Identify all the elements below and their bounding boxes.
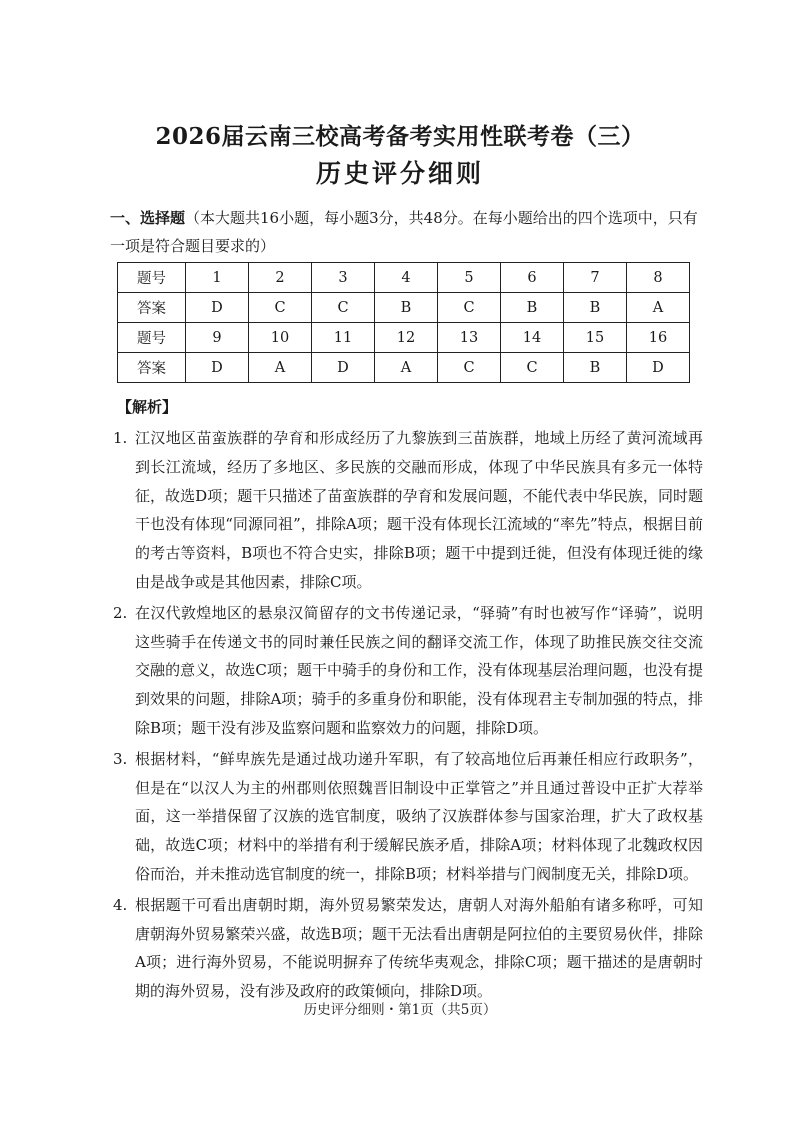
table-cell: 11 <box>312 323 375 353</box>
table-cell: B <box>375 293 438 323</box>
table-cell: 15 <box>564 323 627 353</box>
table-cell: B <box>564 353 627 383</box>
table-cell: 10 <box>249 323 312 353</box>
table-cell: D <box>627 353 690 383</box>
table-row <box>118 353 690 383</box>
table-row <box>118 323 690 353</box>
explanation-list <box>113 424 703 1008</box>
table-row <box>118 263 690 293</box>
section-heading: 一、选择题 <box>110 209 186 227</box>
table-cell: 9 <box>186 323 249 353</box>
page-footer: 历史评分细则・第1页（共5页） <box>303 1002 497 1018</box>
document-title: 2026届云南三校高考备考实用性联考卷（三） <box>155 123 645 150</box>
table-cell: C <box>249 293 312 323</box>
analysis-label: 【解析】 <box>117 398 178 416</box>
explanation-item <box>113 599 703 743</box>
table-cell: 4 <box>375 263 438 293</box>
explanation-number: 4. <box>113 895 128 914</box>
answer-table <box>117 262 690 383</box>
table-cell: 12 <box>375 323 438 353</box>
table-cell: D <box>312 353 375 383</box>
table-cell: 8 <box>627 263 690 293</box>
table-cell: 3 <box>312 263 375 293</box>
table-cell: B <box>501 293 564 323</box>
table-cell: B <box>564 293 627 323</box>
section-note: （本大题共16小题，每小题3分，共48分。在每小题给出的四个选项中，只有一项是符合题目要求的） <box>110 209 698 255</box>
table-cell: C <box>501 353 564 383</box>
table-cell: D <box>186 293 249 323</box>
explanation-number: 3. <box>113 749 128 768</box>
table-cell: A <box>627 293 690 323</box>
document-subtitle: 历史评分细则 <box>315 159 484 188</box>
table-cell: 2 <box>249 263 312 293</box>
table-cell: C <box>438 293 501 323</box>
row-label: 题号 <box>118 323 186 353</box>
explanation-item <box>113 745 703 889</box>
section-intro <box>110 204 700 260</box>
table-cell: C <box>312 293 375 323</box>
explanation-text: 在汉代敦煌地区的悬泉汉简留存的文书传递记录，“驿骑”有时也被写作“译骑”，说明这些骑手在传递文书的同时兼任民族之间的翻译交流工作，体现了助推民族交往交流交融的意义，故选C项；题干中骑手的身份和工作，没有体现基层治理问题，也没有提到效果的问题，排除A项；骑手的多重身份和职能，没有体现君主专制加强的特点，排除B项；题干没有涉及监察问题和监察效力的问题，排除D项。 <box>135 603 703 737</box>
table-row <box>118 293 690 323</box>
explanation-number: 2. <box>113 603 128 622</box>
explanation-text: 根据材料，“鲜卑族先是通过战功递升军职，有了较高地位后再兼任相应行政职务”，但是在“以汉人为主的州郡则依照魏晋旧制设中正掌管之”并且通过普设中正扩大荐举面，这一举措保留了汉族的选官制度，吸纳了汉族群体参与国家治理，扩大了政权基础，故选C项；材料中的举措有利于缓解民族矛盾，排除A项；材料体现了北魏政权因俗而治，并未推动选官制度的统一，排除B项；材料举措与门阀制度无关，排除D项。 <box>135 749 703 883</box>
table-cell: 6 <box>501 263 564 293</box>
explanation-number: 1. <box>113 429 128 447</box>
table-cell: 16 <box>627 323 690 353</box>
explanation-text: 江汉地区苗蛮族群的孕育和形成经历了九黎族到三苗族群，地域上历经了黄河流域再到长江流域，经历了多地区、多民族的交融而形成，体现了中华民族具有多元一体特征，故选D项；题干只描述了苗蛮族群的孕育和发展问题，不能代表中华民族，同时题干也没有体现“同源同祖”，排除A项；题干没有体现长江流域的“率先”特点，根据目前的考古等资料，B项也不符合史实，排除B项；题干中提到迁徙，但没有体现迁徙的缘由是战争或是其他因素，排除C项。 <box>135 429 703 591</box>
row-label: 题号 <box>118 263 186 293</box>
row-label: 答案 <box>118 353 186 383</box>
table-cell: C <box>438 353 501 383</box>
table-cell: A <box>249 353 312 383</box>
table-cell: A <box>375 353 438 383</box>
table-cell: 14 <box>501 323 564 353</box>
table-cell: 1 <box>186 263 249 293</box>
row-label: 答案 <box>118 293 186 323</box>
explanation-item <box>113 891 703 1006</box>
table-cell: D <box>186 353 249 383</box>
explanation-text: 根据题干可看出唐朝时期，海外贸易繁荣发达，唐朝人对海外船舶有诸多称呼，可知唐朝海外贸易繁荣兴盛，故选B项；题干无法看出唐朝是阿拉伯的主要贸易伙伴，排除A项；进行海外贸易，不能说明摒弃了传统华夷观念，排除C项；题干描述的是唐朝时期的海外贸易，没有涉及政府的政策倾向，排除D项。 <box>135 895 703 1001</box>
explanation-item <box>113 424 703 597</box>
table-cell: 5 <box>438 263 501 293</box>
table-cell: 13 <box>438 323 501 353</box>
table-cell: 7 <box>564 263 627 293</box>
